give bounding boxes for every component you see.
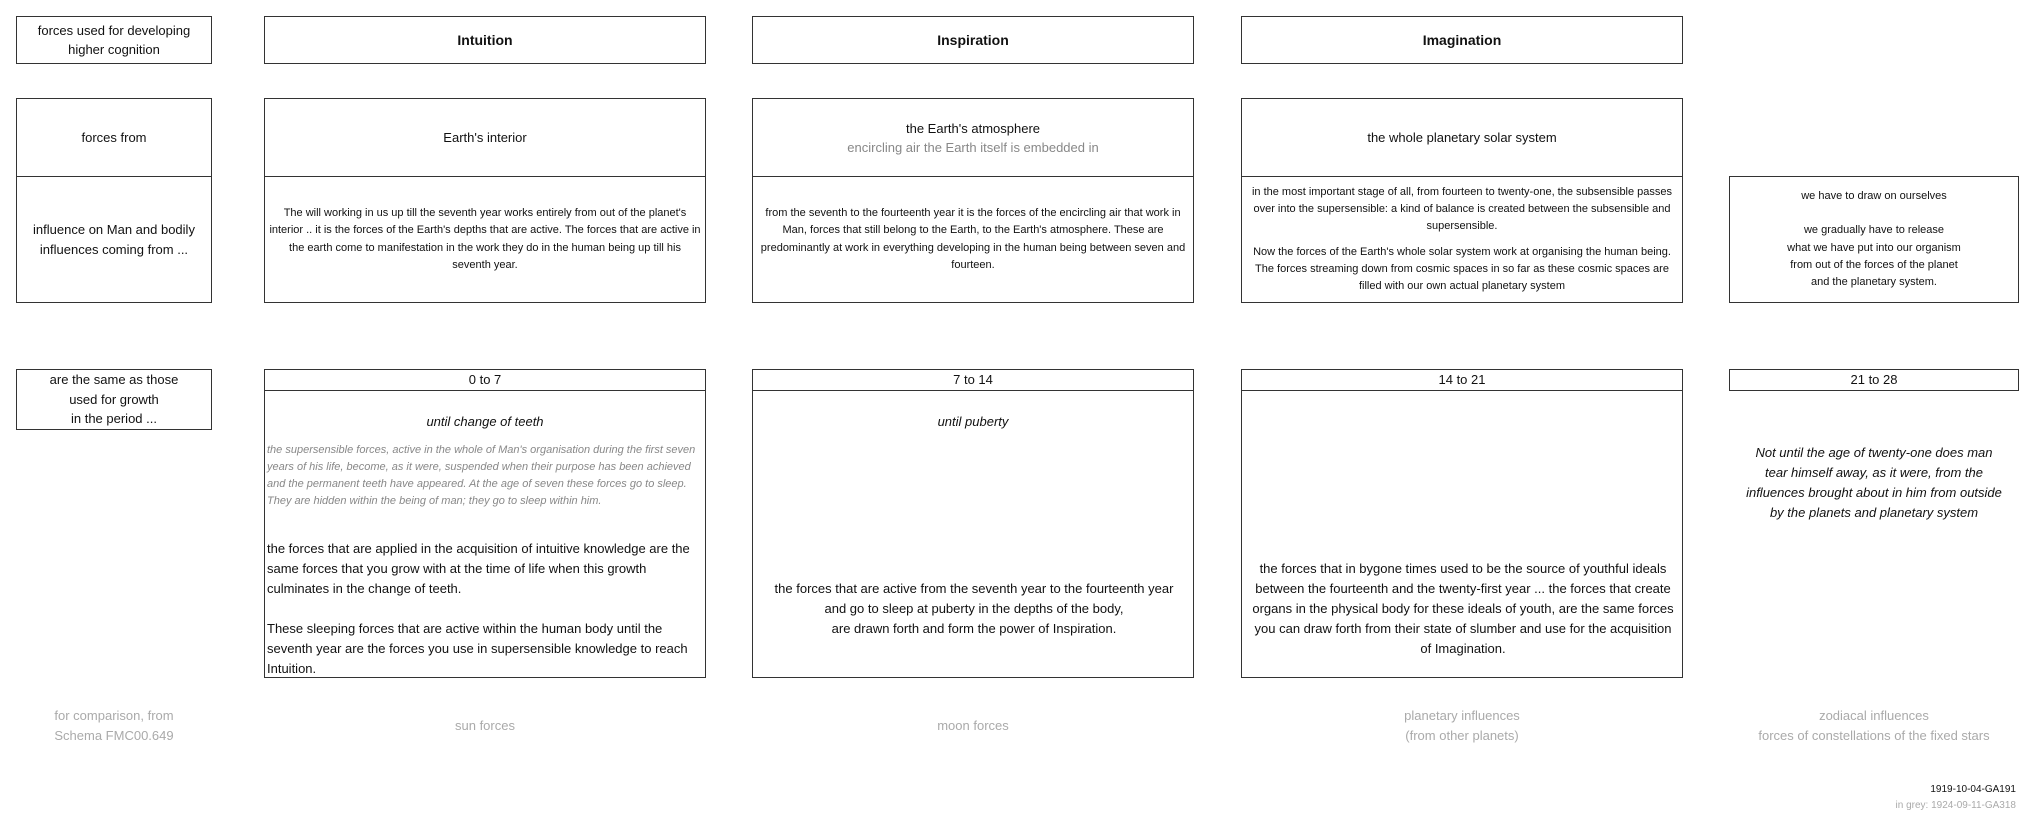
label-forces-from: forces from [81, 130, 147, 146]
imagination-box [1241, 98, 1683, 303]
imagination-forces-from: the whole planetary solar system [1367, 130, 1557, 146]
inspiration-forces-from [753, 99, 1193, 177]
label-growth-period: are the same as those used for growth in the period ... [16, 369, 212, 430]
period-0-7-text-2: These sleeping forces that are active within the human body until the seventh year are the forces you use in supersensible knowledge to reach Intuition. [267, 621, 688, 676]
period-7-14-subtitle: until puberty [937, 414, 1009, 429]
imagination-influence-text-2: Now the forces of the Earth's whole solar system work at organising the human being. The forces streaming down from cosmic spaces in so far as these cosmic spaces are filled with our own actual planetary system [1253, 246, 1671, 293]
footer-reference: 1919-10-04-GA191 [1930, 784, 2016, 795]
footer-grey-reference: in grey: 1924-09-11-GA318 [1895, 800, 2016, 811]
period-0-7-subtitle: until change of teeth [426, 414, 544, 429]
imagination-influence [1246, 177, 1678, 302]
header-imagination: Imagination [1241, 16, 1683, 64]
intuition-box [264, 98, 706, 303]
imagination-influence-text-1: in the most important stage of all, from fourteen to twenty-one, the subsensible passes over into the supersensible: a kind of balance is created between the subsensible and supersensible. [1251, 185, 1673, 232]
label-column-box [16, 98, 212, 303]
period-21-28-text: Not until the age of twenty-one does man tear himself away, as it were, from the influences brought about in him from outside by the planets and planetary system [1746, 445, 2002, 520]
header-intuition: Intuition [264, 16, 706, 64]
period-14-21-age: 14 to 21 [1241, 369, 1683, 391]
period-7-14-box [752, 390, 1194, 678]
comparison-sun-forces: sun forces [455, 718, 515, 733]
comparison-label: for comparison, from Schema FMC00.649 [54, 708, 174, 743]
inspiration-influence-text: from the seventh to the fourteenth year it is the forces of the encircling air that work in Man, forces that still belong to the Earth, to the Earth's atmosphere. These are predominantly at work in everything developing in the human being between seven and fourteen. [760, 207, 1186, 271]
period-0-7-age: 0 to 7 [264, 369, 706, 391]
comparison-planetary-influences: planetary influences (from other planets) [1404, 708, 1520, 743]
comparison-zodiacal-influences: zodiacal influences forces of constellations of the fixed stars [1758, 708, 1990, 743]
period-21-28-age: 21 to 28 [1729, 369, 2019, 391]
intuition-influence-text: The will working in us up till the seventh year works entirely from out of the planet's interior .. it is the forces of the Earth's depths that are active. The forces that are active in the earth come to manifestation in the work they do in the human being up till his seventh year. [269, 207, 701, 271]
period-7-14-age: 7 to 14 [752, 369, 1194, 391]
inspiration-forces-title: the Earth's atmosphere [906, 120, 1040, 136]
period-0-7-text-1: the forces that are applied in the acquisition of intuitive knowledge are the same forces that you grow with at the time of life when this growth culminates in the change of teeth. [267, 541, 690, 596]
intuition-forces-from: Earth's interior [443, 130, 527, 146]
period-7-14-text: the forces that are active from the seventh year to the fourteenth year and go to sleep at puberty in the depths of the body, are drawn forth and form the power of Inspiration. [774, 581, 1174, 636]
inspiration-forces-sub: encircling air the Earth itself is embedded in [847, 140, 1099, 155]
period-0-7-box [264, 390, 706, 678]
period-14-21-box [1241, 390, 1683, 678]
period-14-21-text: the forces that in bygone times used to be the source of youthful ideals between the fourteenth and the twenty-first year ... the forces that create organs in the physical body for these ideals of youth, are the same forces you can draw forth from their state of slumber and use for the acquisition of Imagination. [1252, 561, 1674, 656]
inspiration-box [752, 98, 1194, 303]
label-influence: influence on Man and bodily influences coming from ... [33, 222, 195, 257]
period-0-7-grey-text: the supersensible forces, active in the whole of Man's organisation during the first seven years of his life, become, as it were, suspended when their purpose has been achieved and the permanent teeth have appeared. At the age of seven these forces go to sleep. They are hidden within the being of man; they go to sleep within him. [267, 444, 696, 508]
row-label-higher-cognition: forces used for developing higher cognition [16, 16, 212, 64]
comparison-moon-forces: moon forces [937, 718, 1009, 733]
header-inspiration: Inspiration [752, 16, 1194, 64]
right-note: we have to draw on ourselves we gradually have to release what we have put into our organism from out of the forces of the planet and the planetary system. [1729, 176, 2019, 303]
